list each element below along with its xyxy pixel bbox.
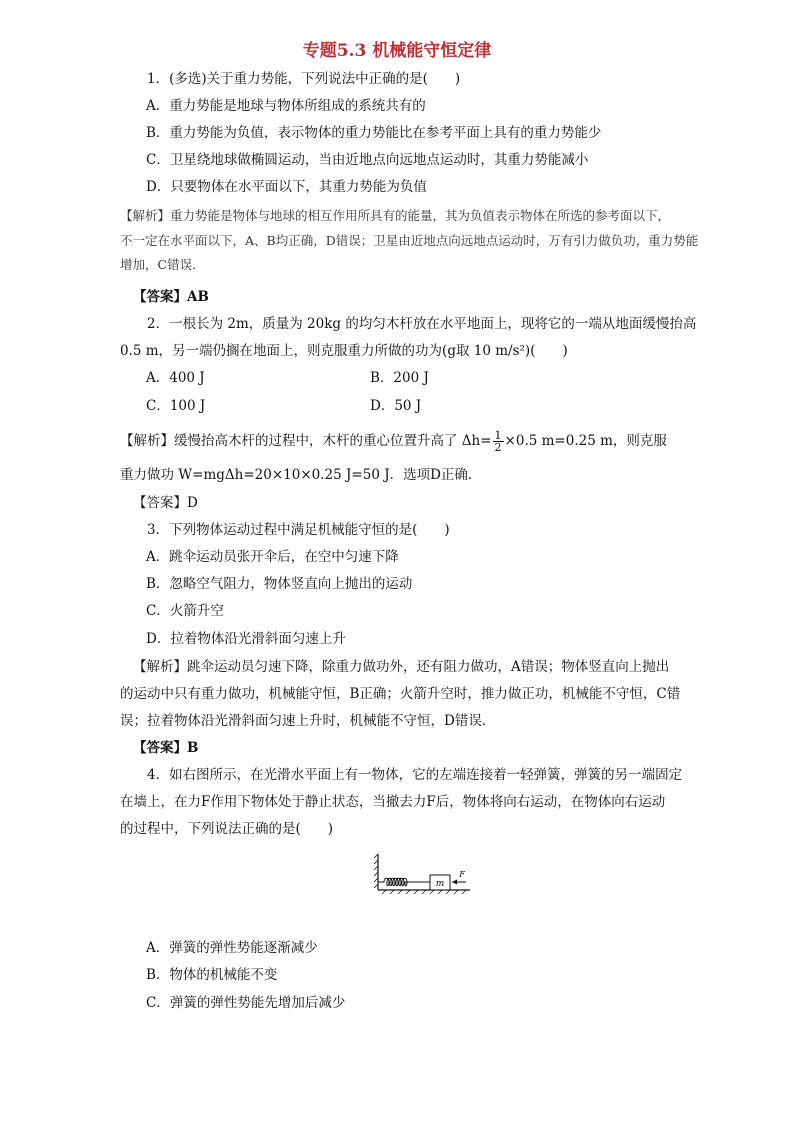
q1-analysis-line2: 不一定在水平面以下，A、B均正确，D错误；卫星由近地点向远地点运动时，万有引力做负功，重力势能 [120,233,699,248]
q2-option-a: A．400 J [146,370,205,386]
q2-analysis-post: ×0.5 m=0.25 m，则克服 [504,433,667,449]
q2-analysis-pre: 【解析】缓慢抬高木杆的过程中，木杆的重心位置升高了 Δh= [120,433,492,449]
q3-option-b: B．忽略空气阻力，物体竖直向上抛出的运动 [146,576,413,592]
q1-analysis-line1: 【解析】重力势能是物体与地球的相互作用所具有的能量，其为负值表示物体在所选的参考面以下， [120,208,671,223]
q3-option-d: D．拉着物体沿光滑斜面匀速上升 [146,631,346,647]
q3-analysis-line3: 误；拉着物体沿光滑斜面匀速上升时，机械能不守恒，D错误． [120,713,496,729]
page-title: 专题5.3 机械能守恒定律 [302,41,492,61]
q1-answer: 【答案】AB [133,289,209,305]
q1-option-a: A．重力势能是地球与物体所组成的系统共有的 [146,98,426,114]
q2-stem-line2: 0.5 m，另一端仍搁在地面上，则克服重力所做的功为(g取 10 m/s²)( ) [120,343,568,359]
force-arrowhead [452,880,457,885]
q3-option-c: C．火箭升空 [146,603,224,619]
fraction-numerator: 1 [494,429,502,442]
q2-option-c: C．100 J [146,398,206,414]
spring-block-figure [374,850,472,898]
q1-analysis-line3: 增加，C错误． [120,257,205,272]
q4-stem-line3: 的过程中，下列说法正确的是( ) [120,821,334,837]
q2-stem-line1: 2．一根长为 2m，质量为 20kg 的均匀木杆放在水平地面上，现将它的一端从地面缓慢抬高 [147,316,697,332]
q1-option-b: B．重力势能为负值，表示物体的重力势能比在参考平面上具有的重力势能少 [146,125,602,141]
q3-analysis-line1: 【解析】跳伞运动员匀速下降，除重力做功外，还有阻力做功，A错误；物体竖直向上抛出 [133,659,670,675]
q2-option-d: D．50 J [370,398,422,414]
q4-option-b: B．物体的机械能不变 [146,967,278,983]
q4-option-c: C．弹簧的弹性势能先增加后减少 [146,995,346,1011]
q3-option-a: A．跳伞运动员张开伞后，在空中匀速下降 [146,549,399,565]
q4-stem-line1: 4．如右图所示，在光滑水平面上有一物体，它的左端连接着一轻弹簧，弹簧的另一端固定 [147,767,683,783]
force-label: F [459,870,465,879]
q2-analysis-line1 [120,430,667,453]
q2-analysis-line2: 重力做功 W=mgΔh=20×10×0.25 J=50 J．选项D正确． [120,467,482,483]
q1-option-c: C．卫星绕地球做椭圆运动，当由近地点向远地点运动时，其重力势能减小 [146,152,589,168]
fraction-denominator: 2 [494,441,502,454]
q2-fraction [493,430,504,453]
q3-stem: 3．下列物体运动过程中满足机械能守恒的是( ) [147,522,450,538]
q1-stem: 1．(多选)关于重力势能，下列说法中正确的是( ) [147,71,461,87]
q2-option-b: B．200 J [370,370,429,386]
spring [378,878,430,886]
q4-stem-line2: 在墙上，在力F作用下物体处于静止状态，当撤去力F后，物体将向右运动，在物体向右运动 [120,794,666,810]
q2-answer: 【答案】D [133,495,198,511]
q3-analysis-line2: 的运动中只有重力做功，机械能守恒，B正确；火箭升空时，推力做正功，机械能不守恒，C错 [120,686,681,702]
q1-option-d: D．只要物体在水平面以下，其重力势能为负值 [146,179,427,195]
block-label: m [435,879,445,889]
q4-option-a: A．弹簧的弹性势能逐渐减少 [146,940,318,956]
q3-answer: 【答案】B [133,740,199,756]
wall [374,854,378,890]
